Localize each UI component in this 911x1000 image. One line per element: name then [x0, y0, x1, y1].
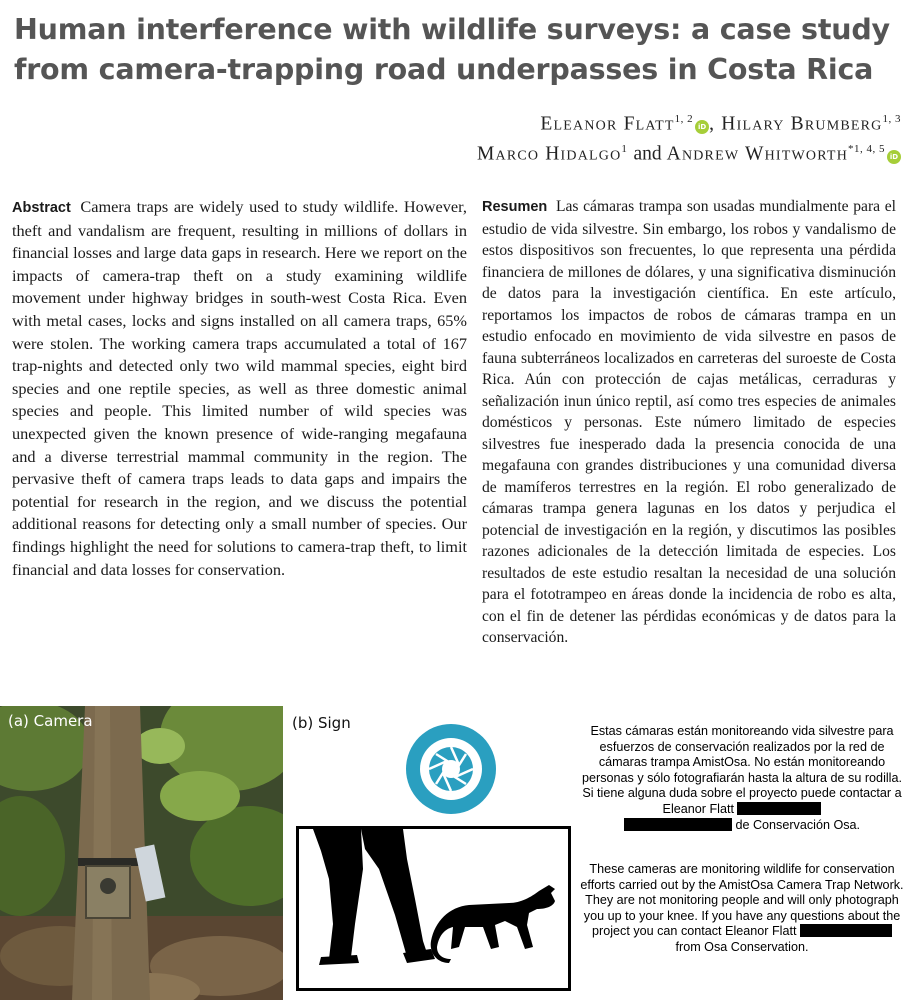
figure-label-a: (a) Camera	[8, 712, 93, 730]
author-name: Andrew Whitworth	[666, 143, 848, 165]
amistosa-logo-icon	[404, 722, 498, 816]
author-name: Eleanor Flatt	[540, 113, 675, 135]
sign-pictogram-frame	[296, 826, 571, 991]
sign-text-spanish-main: Estas cámaras están monitoreando vida silvestre para esfuerzos de conservación realizados por la red de cámaras trampa AmistOsa. No están monitoreando personas y sólo fotografiarán hasta la altura de su rodilla. Si tiene alguna duda sobre el proyecto puede contactar a Eleanor Flatt	[582, 724, 902, 816]
orcid-icon[interactable]: iD	[887, 150, 901, 164]
resumen-paragraph	[482, 196, 896, 649]
author-line-2	[201, 143, 901, 166]
redaction-bar	[737, 802, 821, 815]
abstract-paragraph	[12, 196, 467, 581]
author-affiliation: 1, 2	[674, 113, 694, 125]
article-title: Human interference with wildlife surveys: a case study from camera-trapping road underpasses in Costa Rica	[14, 13, 890, 86]
abstract-heading: Abstract	[12, 200, 71, 216]
sign-text-spanish-end: de Conservación Osa.	[735, 817, 861, 832]
orcid-icon[interactable]: iD	[695, 120, 709, 134]
figure-label-b: (b) Sign	[292, 714, 351, 732]
redaction-bar	[800, 924, 892, 937]
legs-and-wildcat-icon	[299, 829, 568, 988]
author-affiliation: 1	[621, 143, 628, 155]
resumen-text: Las cámaras trampa son usadas mundialmente para el estudio de vida silvestre. Sin embargo, los robos y vandalismo de estos dispositivos son frecuentes, lo que representa una pérdida financiera de millones de dólares, y una significativa disminución de datos para la investigación científica. En este artículo, reportamos los impactos de robos de cámaras trampa en un estudio enfocado en movimiento de vida silvestre en pasos de fauna subterráneos localizados en carreteras del suroeste de Costa Rica. Aún con protección de cajas metálicas, cerraduras y señalización inun único reptil, así como tres especies de animales domésticos y personas. Este número limitado de especies silvestres fue inesperado dada la presencia conocida de una megafauna con grandes distribuciones y una comunidad diversa de mamíferos terrestres en la región. El robo generalizado de cámaras trampa genera lagunas en los datos y perjudica el potencial de investigación en la región, y discutimos las posibles razones adicionales de la detección limitada de especies. Los resultados de este estudio resaltan la necesidad de una solución para el fototrampeo en áreas donde la incidencia de robo es alta, con el fin de detener las pérdidas económicas y de datos para la conservación.	[482, 198, 897, 646]
author-affiliation: *1, 4, 5	[848, 143, 885, 155]
redaction-bar	[624, 818, 732, 831]
sign-text-english	[575, 862, 909, 956]
author-affiliation: 1, 3	[882, 113, 901, 125]
resumen-heading: Resumen	[482, 199, 548, 215]
author-line-1: Eleanor Flatt$^{1, 2}$iD , Hilary Brumberg$^{1, 3}$	[540, 113, 901, 135]
sign-text-spanish	[575, 724, 909, 833]
sign-text-english-main: These cameras are monitoring wildlife for conservation efforts carried out by the AmistOsa Camera Trap Network. They are not monitoring people and will only photograph you up to your knee. If you have any questions about the project you can contact Eleanor Flatt	[580, 862, 904, 939]
author-name: Marco Hidalgo	[476, 143, 622, 165]
forest-scene-illustration	[0, 706, 283, 1000]
sign-text-english-end: from Osa Conservation.	[675, 939, 809, 954]
author-conjunction: and	[633, 143, 662, 165]
author-name: Hilary Brumberg	[721, 113, 883, 135]
abstract-text: Camera traps are widely used to study wildlife. However, theft and vandalism are frequent, resulting in millions of dollars in financial losses and large data gaps in research. Here we report on the impacts of camera-trap theft on a study examining wildlife movement under highway bridges in south-west Costa Rica. Even with metal cases, locks and signs installed on all camera traps, 65% were stolen. The working camera traps accumulated a total of 167 trap-nights and detected only two wild mammal species, eight bird species and one reptile species, as well as three domestic animal species and people. This limited number of wild species was unexpected given the known presence of wide-ranging megafauna and a diverse terrestrial mammal community in the region. The pervasive theft of camera traps leads to data gaps and impairs the potential for research in the region, and we discuss the potential additional reasons for detecting only a small number of species. Our findings highlight the need for solutions to camera-trap theft, to limit financial and data losses for conservation.	[12, 197, 467, 579]
camera-photo	[0, 706, 283, 1000]
